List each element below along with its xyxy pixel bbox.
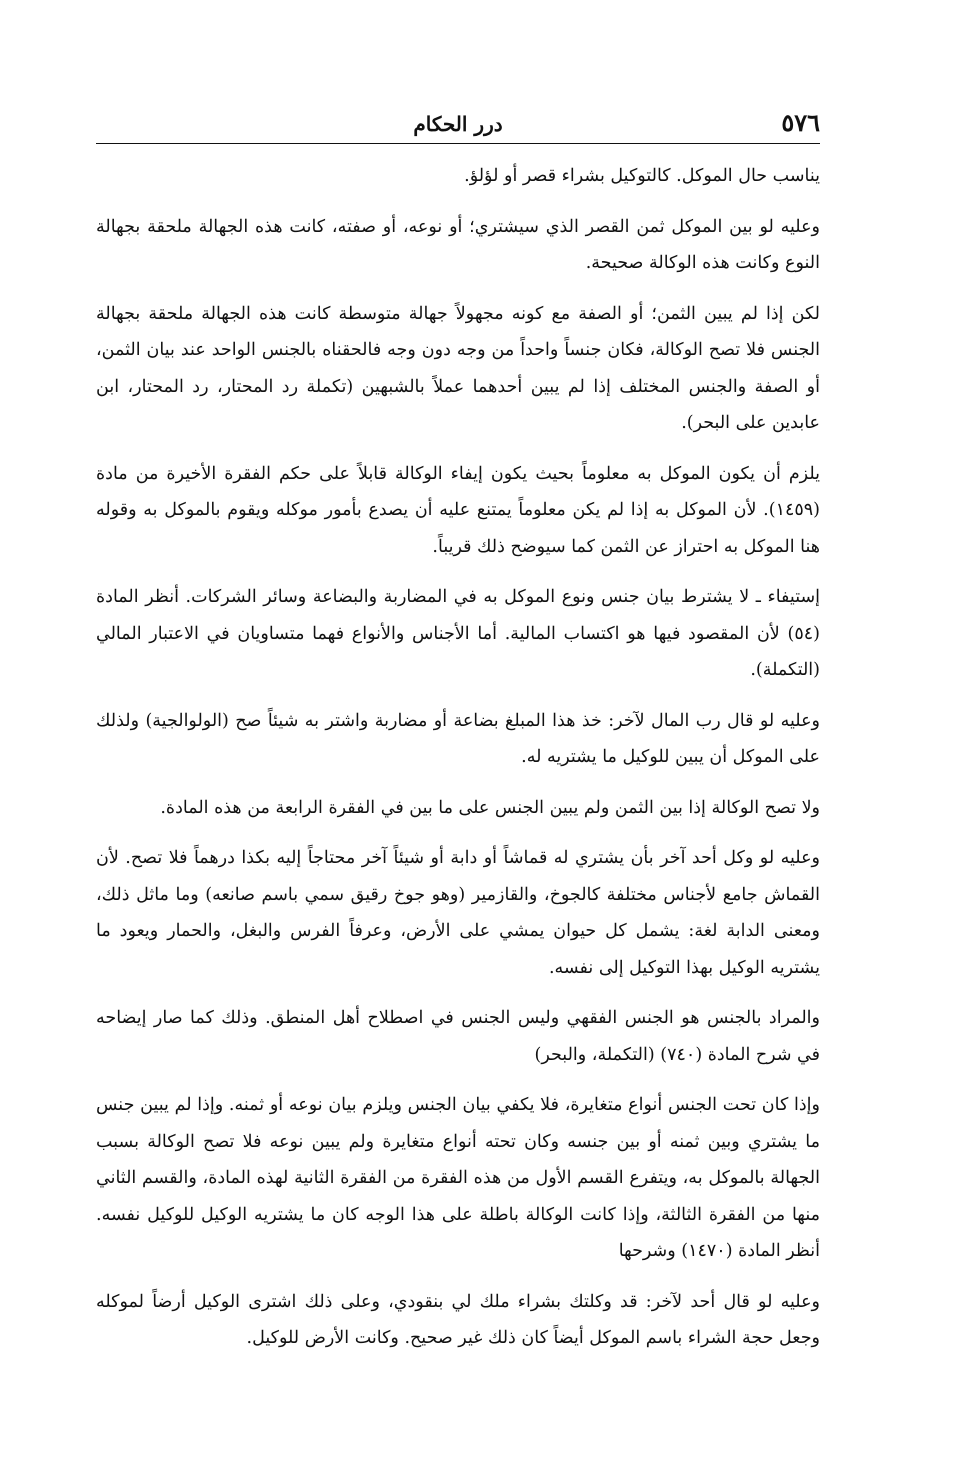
paragraph: ولا تصح الوكالة إذا بين الثمن ولم يبين الجنس على ما بين في الفقرة الرابعة من هذه المادة. — [160, 797, 820, 818]
page-number: ٥٧٦ — [781, 108, 820, 137]
page-header — [96, 108, 820, 144]
paragraph: وعليه لو وكل أحد آخر بأن يشتري له قماشاً أو دابة أو شيئاً آخر محتاجاً إليه بكذا درهماً فلا تصح. لأن القماش جامع لأجناس مختلفة كالجوخ، والقازمير (وهو جوخ رقيق سمي باسم صانعه) وما ماثل ذلك، ومعنى الدابة لغة: يشمل كل حيوان يمشي على الأرض، وعرفاً الفرس والبغل، والحمار ويعود ما يشتريه الوكيل بهذا التوكيل إلى نفسه. — [96, 848, 820, 978]
running-title: درر الحكام — [413, 112, 503, 136]
paragraph: وعليه لو بين الموكل ثمن القصر الذي سيشتري؛ أو نوعه، أو صفته، كانت هذه الجهالة ملحقة بجهالة النوع وكانت هذه الوكالة صحيحة. — [96, 216, 820, 273]
body-text — [96, 158, 820, 1371]
header-rule — [96, 143, 820, 144]
paragraph: يناسب حال الموكل. كالتوكيل بشراء قصر أو لؤلؤ. — [464, 166, 820, 186]
paragraph: يلزم أن يكون الموكل به معلوماً بحيث يكون إيفاء الوكالة قابلاً على حكم الفقرة الأخيرة من مادة (١٤٥٩). لأن الموكل به إذا لم يكن معلوماً يمتنع عليه أن يصدع بأمور موكله ويقوم بالموكل به وقوله هنا الموكل به احتراز عن الثمن كما سيوضح ذلك قريباً. — [96, 463, 820, 557]
paragraph: وعليه لو قال أحد لآخر: قد وكلتك بشراء ملك لي بنقودي، وعلى ذلك اشترى الوكيل أرضاً لموكله وجعل حجة الشراء باسم الموكل أيضاً كان ذلك غير صحيح. وكانت الأرض للوكيل. — [96, 1291, 820, 1348]
paragraph: إستيفاء ـ لا يشترط بيان جنس ونوع الموكل به في المضاربة والبضاعة وسائر الشركات. أنظر المادة (٥٤) لأن المقصود فيها هو اكتساب المالية. أما الأجناس والأنواع فهما متساويان في الاعتبار المالي (التكملة). — [96, 587, 820, 680]
paragraph: والمراد بالجنس هو الجنس الفقهي وليس الجنس في اصطلاح أهل المنطق. وذلك كما صار إيضاحه في شرح المادة (٧٤٠) (التكملة، والبحر) — [96, 1008, 820, 1065]
paragraph: لكن إذا لم يبين الثمن؛ أو الصفة مع كونه مجهولاً جهالة متوسطة كانت هذه الجهالة ملحقة بجهالة الجنس فلا تصح الوكالة، فكان جنساً واحداً من وجه دون وجه فالحقناه بالجنس الواحد عند بيان الثمن، أو الصفة والجنس المختلف إذا لم يبين أحدهما عملاً بالشبهين (تكملة رد المحتار، رد المحتار، ابن عابدين على البحر). — [96, 303, 820, 433]
paragraph: وإذا كان تحت الجنس أنواع متغايرة، فلا يكفي بيان الجنس ويلزم بيان نوعه أو ثمنه. وإذا لم يبين جنس ما يشتري وبين ثمنه أو بين جنسه وكان تحته أنواع متغايرة ولم يبين نوعه فلا تصح الوكالة بسبب الجهالة بالموكل به، ويتفرع القسم الأول من هذه الفقرة من الفقرة الثانية لهذه المادة، والقسم الثاني منها من الفقرة الثالثة، وإذا كانت الوكالة باطلة على هذا الوجه كان ما يشتريه الوكيل للوكيل نفسه. أنظر المادة (١٤٧٠) وشرحها — [96, 1095, 820, 1261]
paragraph: وعليه لو قال رب المال لآخر: خذ هذا المبلغ بضاعة أو مضاربة واشتر به شيئاً صح (الولوالجية) ولذلك على الموكل أن يبين للوكيل ما يشتريه له. — [96, 710, 820, 767]
